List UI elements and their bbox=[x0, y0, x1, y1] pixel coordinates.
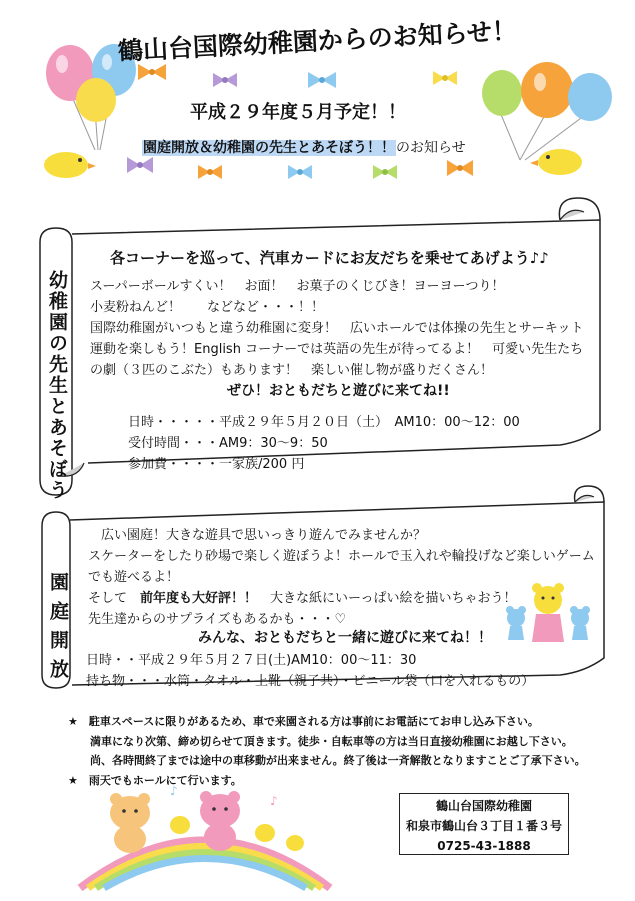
section1-line: の劇（３匹のこぶた）もあります！ 楽しい催し物が盛りだくさん！ bbox=[90, 363, 494, 378]
contact-phone: 0725-43-1888 bbox=[437, 839, 531, 853]
contact-address: 和泉市鶴山台３丁目１番３号 bbox=[405, 819, 562, 833]
bear-mascot-icon bbox=[500, 580, 595, 648]
note-line: ★ 雨天でもホールにて行います。 bbox=[68, 773, 242, 787]
section2-line: スケーターをしたり砂場で楽しく遊ぼうよ！ホールで玉入れや輪投げなど楽しいゲーム bbox=[88, 549, 595, 564]
section1-reception: 受付時間・・・AM9：30〜9：50 bbox=[128, 436, 328, 451]
section1-body bbox=[90, 276, 583, 381]
page-subtitle: 平成２９年度５月予定！！ bbox=[190, 102, 406, 123]
section2-details bbox=[86, 650, 534, 692]
balloons-right-icon bbox=[482, 62, 612, 160]
section1-line: 運動を楽しもう！English コーナーでは英語の先生が待ってるよ！ 可愛い先生たち bbox=[90, 342, 584, 357]
notice-highlight: 園庭開放＆幼稚園の先生とあそぼう！！ bbox=[143, 140, 395, 156]
page-title: 鶴山台国際幼稚園からのお知らせ！ bbox=[117, 16, 518, 66]
section2-side-label: 園庭開放 bbox=[47, 572, 69, 688]
note-line: 満車になり次第、締め切らせて頂きます。徒歩・自転車等の方は当日直接幼稚園にお越し下さい。 bbox=[68, 734, 573, 748]
section1-line: スーパーボールすくい！ お面！ お菓子のくじびき！ヨーヨーつり！ bbox=[90, 279, 505, 294]
svg-text:♪: ♪ bbox=[170, 784, 178, 798]
section2-line: でも遊べるよ！ bbox=[88, 570, 180, 585]
section1-details bbox=[128, 412, 520, 475]
note-line: ★ 駐車スペースに限りがあるため、車で来園される方は事前にお電話にてお申し込み下さい。 bbox=[68, 715, 539, 728]
section1-fee: 参加費・・・・一家族/200 円 bbox=[128, 457, 305, 472]
section1-date: 日時・・・・・平成２９年５月２０日（土） AM10：00〜12：00 bbox=[128, 415, 520, 430]
contact-name: 鶴山台国際幼稚園 bbox=[435, 799, 532, 813]
notice-suffix: のお知らせ bbox=[396, 140, 466, 156]
svg-text:♪: ♪ bbox=[270, 794, 278, 808]
notice-line bbox=[142, 137, 466, 157]
section1-invite: ぜひ！おともだちと遊びに来てね!! bbox=[227, 383, 450, 399]
section2-line: 先生達からのサプライズもあるかも・・・♡ bbox=[88, 612, 347, 627]
section1-lead: 各コーナーを巡って、汽車カードにお友だちを乗せてあげよう♪♪ bbox=[110, 249, 549, 267]
contact-box bbox=[399, 793, 569, 855]
section1-side-label: 幼稚園の先生とあそぼう bbox=[46, 270, 68, 501]
rainbow-bears-illustration bbox=[70, 783, 340, 893]
section1-line: 小麦粉ねんど！ などなど・・・！！ bbox=[90, 300, 325, 315]
section2-invite: みんな、おともだちと一緒に遊びに来てね！！ bbox=[198, 630, 492, 646]
notes bbox=[68, 712, 586, 790]
section1-line: 国際幼稚園がいつもと違う幼稚園に変身！ 広いホールでは体操の先生とサーキット bbox=[90, 321, 584, 336]
section2-date: 日時・・平成２９年５月２７日(土)AM10：00〜11：30 bbox=[86, 653, 417, 668]
section2-line: 広い園庭！大きな遊具で思いっきり遊んでみませんか？ bbox=[88, 528, 427, 543]
section2-items: 持ち物・・・水筒・タオル・上靴（親子共）・ビニール袋（口を入れるもの） bbox=[86, 674, 535, 689]
note-line: 尚、各時間終了までは途中の車移動が出来ません。終了後は一斉解散となりますことご了承下さい。 bbox=[68, 754, 586, 767]
section2-line: そして 前年度も大好評！！ 大きな紙にいーっぱい絵を描いちゃおう！ bbox=[88, 591, 517, 606]
